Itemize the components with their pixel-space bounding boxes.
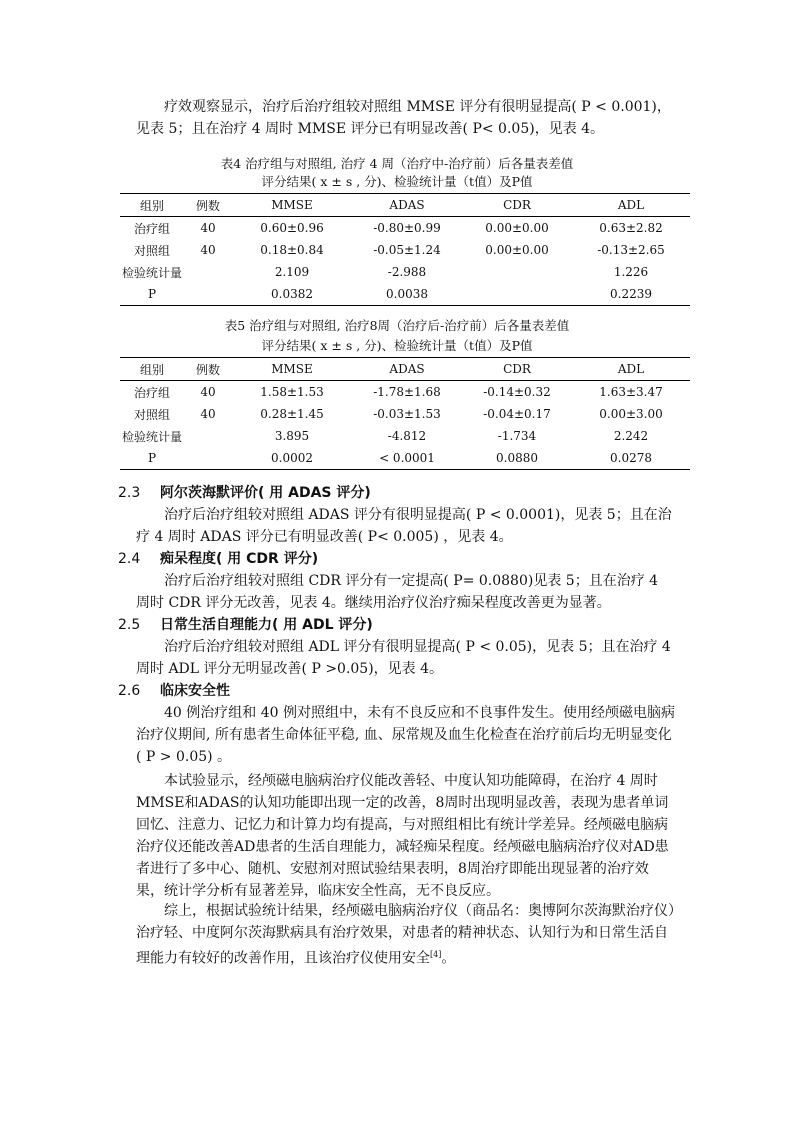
summary-end: 。	[441, 950, 456, 967]
table-cell: -2.988	[387, 265, 427, 279]
table-cell: 检验统计量	[121, 265, 182, 280]
table-cell	[462, 283, 572, 306]
table-cell: 0.0278	[572, 447, 690, 470]
table-row	[120, 403, 690, 425]
summary-paragraph	[136, 900, 676, 970]
section-2-3-heading	[118, 482, 371, 504]
section-title: 阿尔茨海默评价( 用 ADAS 评分)	[160, 485, 371, 501]
summary-text: 综上，根据试验统计结果，经颅磁电脑病治疗仪（商品名：奥博阿尔茨海默治疗仪）治疗轻、中度阿尔茨海默病具有治疗效果，对患者的精神状态、认知行为和日常生活自理能力有较好的改善作用，且该治疗仪使用安全	[136, 903, 675, 967]
table5-header-mmse: MMSE	[232, 358, 352, 381]
section-2-4-heading	[118, 548, 318, 570]
section-title: 痴呆程度( 用 CDR 评分)	[160, 551, 319, 567]
table-row	[120, 239, 690, 261]
table-cell	[184, 261, 232, 283]
table-cell: 对照组	[133, 243, 170, 258]
table-cell: 0.00±3.00	[599, 407, 663, 421]
table4	[120, 193, 690, 306]
reference-marker: [4]	[430, 950, 442, 959]
table-cell: 0.28±1.45	[260, 407, 324, 421]
table-cell: < 0.0001	[352, 447, 462, 470]
section-2-5-heading	[118, 614, 373, 636]
table4-header-mmse: MMSE	[232, 194, 352, 217]
table-row	[120, 217, 690, 240]
table4-header-group: 组别	[120, 194, 184, 217]
section-2-4-body: 治疗后治疗组较对照组 CDR 评分有一定提高( P= 0.0880)见表 5；且在治疗 4 周时 CDR 评分无改善，见表 4。继续用治疗仪治疗痴呆程度改善更为显著。	[136, 573, 659, 611]
table-cell: 0.63±2.82	[599, 221, 663, 235]
table-row	[120, 447, 690, 470]
table-cell: 0.0880	[462, 447, 572, 470]
table4-header-row	[120, 194, 690, 217]
section-number: 2.3	[118, 485, 141, 501]
section-title: 日常生活自理能力( 用 ADL 评分)	[160, 617, 373, 633]
intro-paragraph: 疗效观察显示，治疗后治疗组较对照组 MMSE 评分有很明显提高( P < 0.001)，见表 5；且在治疗 4 周时 MMSE 评分已有明显改善( P< 0.05)，见表 4。	[136, 99, 671, 137]
table-cell: P	[120, 283, 184, 306]
section-2-6-body: 40 例治疗组和 40 例对照组中，未有不良反应和不良事件发生。使用经颅磁电脑病治疗仪期间, 所有患者生命体征平稳, 血、尿常规及血生化检查在治疗前后均无明显变化( P > 0.05) 。	[136, 705, 675, 765]
table-cell: 0.18±0.84	[260, 243, 324, 257]
table-cell	[184, 425, 232, 447]
table-cell: 治疗组	[133, 221, 170, 236]
table-cell: 3.895	[274, 429, 310, 443]
table-cell: -0.14±0.32	[483, 385, 551, 399]
section-title: 临床安全性	[160, 683, 230, 699]
table5-caption-line1: 表5 治疗组与对照组, 治疗8周（治疗后-治疗前）后各量表差值	[224, 318, 570, 333]
table-cell: 0.2239	[572, 283, 690, 306]
table-cell: -4.812	[387, 429, 427, 443]
section-number: 2.6	[118, 683, 141, 699]
table5-caption-line2: 评分结果( x ± s , 分)、检验统计量（t值）及P值	[261, 338, 533, 353]
table5	[120, 357, 690, 470]
table-cell: 0.00±0.00	[485, 221, 549, 235]
table-cell: 2.109	[274, 265, 310, 279]
table-cell: 检验统计量	[121, 429, 182, 444]
section-2-3-body: 治疗后治疗组较对照组 ADAS 评分有很明显提高( P < 0.0001)，见表 5；且在治疗 4 周时 ADAS 评分已有明显改善( P< 0.005) ，见表 4。	[136, 507, 672, 545]
table-cell: 40	[200, 407, 216, 421]
table-cell: 2.242	[613, 429, 649, 443]
table5-header-count: 例数	[184, 358, 232, 381]
table4-header-adas: ADAS	[352, 194, 462, 217]
table-cell: 0.0038	[352, 283, 462, 306]
table-cell: -1.78±1.68	[373, 385, 441, 399]
section-2-5-body: 治疗后治疗组较对照组 ADL 评分有很明显提高( P < 0.05)，见表 5；且在治疗 4 周时 ADL 评分无明显改善( P >0.05)，见表 4。	[136, 639, 671, 677]
table-cell: 1.63±3.47	[599, 385, 663, 399]
table-cell: 1.226	[613, 265, 649, 279]
table-row	[120, 381, 690, 404]
table5-header-adas: ADAS	[352, 358, 462, 381]
table-cell: -0.04±0.17	[483, 407, 551, 421]
table-cell: P	[120, 447, 184, 470]
table-cell: -1.734	[497, 429, 537, 443]
table5-header-row	[120, 358, 690, 381]
table4-caption-line1: 表4 治疗组与对照组, 治疗 4 周（治疗中-治疗前）后各量表差值	[220, 156, 574, 171]
section-number: 2.4	[118, 551, 141, 567]
table-cell: 治疗组	[133, 385, 170, 400]
table5-header-adl: ADL	[572, 358, 690, 381]
table-cell: -0.05±1.24	[373, 243, 441, 257]
table-cell: 0.60±0.96	[260, 221, 324, 235]
table-cell	[184, 447, 232, 470]
table-cell: 40	[200, 243, 216, 257]
table-cell: 0.0002	[232, 447, 352, 470]
table-cell: 40	[200, 385, 216, 399]
table-row	[120, 425, 690, 447]
table4-caption-line2: 评分结果( x ± s , 分)、检验统计量（t值）及P值	[261, 174, 533, 189]
section-2-6-heading	[118, 680, 230, 702]
table-cell: -0.80±0.99	[373, 221, 441, 235]
table5-header-cdr: CDR	[462, 358, 572, 381]
table4-header-cdr: CDR	[462, 194, 572, 217]
table5-header-group: 组别	[120, 358, 184, 381]
table-cell	[184, 283, 232, 306]
trial-conclusion-paragraph: 本试验显示，经颅磁电脑病治疗仪能改善轻、中度认知功能障碍，在治疗 4 周时MMSE和ADAS的认知功能即出现一定的改善，8周时出现明显改善，表现为患者单词回忆、注意力、记忆力和计算力均有提高，与对照组相比有统计学差异。经颅磁电脑病治疗仪还能改善AD患者的生活自理能力，减轻痴呆程度。经颅磁电脑病治疗仪对AD患者进行了多中心、随机、安慰剂对照试验结果表明，8周治疗即能出现显著的治疗效果，统计学分析有显著差异，临床安全性高，无不良反应。	[136, 773, 669, 899]
table-cell: 0.00±0.00	[485, 243, 549, 257]
table-row	[120, 261, 690, 283]
table-cell: 1.58±1.53	[260, 385, 324, 399]
table-cell: 0.0382	[232, 283, 352, 306]
table4-header-adl: ADL	[572, 194, 690, 217]
table-cell	[462, 261, 572, 283]
section-number: 2.5	[118, 617, 141, 633]
table-cell: -0.13±2.65	[597, 243, 665, 257]
table-cell: 40	[200, 221, 216, 235]
table-row	[120, 283, 690, 306]
table-cell: 对照组	[133, 407, 170, 422]
table-cell: -0.03±1.53	[373, 407, 441, 421]
table4-header-count: 例数	[184, 194, 232, 217]
